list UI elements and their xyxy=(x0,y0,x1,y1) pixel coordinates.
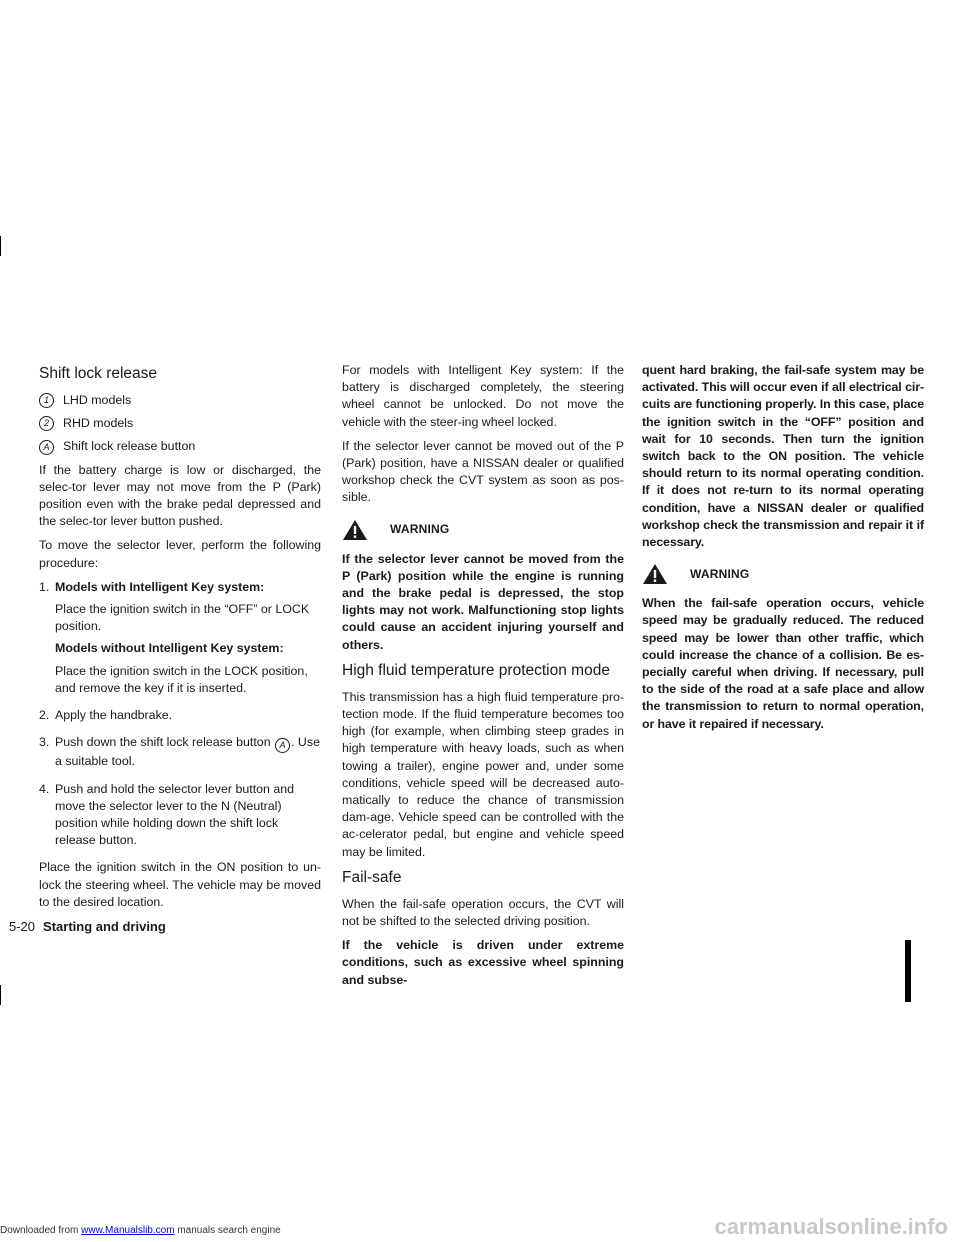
column-left xyxy=(39,362,321,918)
step-4 xyxy=(39,781,321,855)
heading-high-fluid-temperature: High fluid temperature protection mode xyxy=(342,661,610,679)
step-text-part: Push down the shift lock release button xyxy=(55,735,275,750)
section-title: Starting and driving xyxy=(43,919,166,934)
warning-text: If the selector lever cannot be moved from the P (Park) position while the engine is running and the brake pedal is depressed, the stop lights may not work. Malfunctioning stop lights could cause an accident injuring yourself and others. xyxy=(342,551,624,652)
step-number: 2. xyxy=(39,708,50,723)
step-2 xyxy=(39,707,321,729)
warning-icon xyxy=(642,563,668,585)
legend-item-a xyxy=(39,438,321,455)
legend-item-2 xyxy=(39,415,321,432)
warning-label: WARNING xyxy=(690,566,750,581)
callout-marker: 1 xyxy=(39,393,54,408)
step-subheading: Models without Intelligent Key system: xyxy=(55,641,284,656)
download-source-line xyxy=(0,1225,281,1236)
heading-shift-lock-release: Shift lock release xyxy=(39,365,158,382)
step-text: Push and hold the selector lever button and move the selector lever to the N (Neutral) position while holding down the shift lock release button. xyxy=(55,781,295,848)
legend-label: RHD models xyxy=(63,416,134,431)
legend-label: LHD models xyxy=(63,393,132,407)
paragraph: If the battery charge is low or discharged, the selec-tor lever may not move from the P (Park) position even with the brake pedal depressed and the selec-tor lever button pushed. xyxy=(39,462,321,529)
warning-label: WARNING xyxy=(390,522,450,537)
warning-text: When the fail-safe operation occurs, vehicle speed may be gradually reduced. The reduced speed may be lower than other traffic, which could increase the chance of a collision. Be es-pecially careful when driving. If necessary, pull to the side of the road at a safe place and allow the transmission to return to normal operation, or have it repaired if necessary. xyxy=(642,596,924,731)
watermark: carmanualsonline.info xyxy=(714,1214,948,1239)
step-3 xyxy=(39,734,321,775)
page-footer xyxy=(9,919,166,934)
crop-mark-bottom-left xyxy=(0,985,1,1005)
paragraph: If the selector lever cannot be moved out of the P (Park) position, have a NISSAN dealer or qualified workshop check the CVT system as soon as pos-sible. xyxy=(342,438,624,505)
step-text-part: . Use a suitable tool. xyxy=(55,735,320,769)
callout-marker: A xyxy=(275,738,290,753)
callout-marker: 2 xyxy=(39,416,54,431)
step-text xyxy=(55,734,321,770)
download-prefix: Downloaded from xyxy=(0,1225,82,1236)
callout-marker: A xyxy=(39,440,54,455)
paragraph: This transmission has a high fluid temperature pro-tection mode. If the fluid temperature becomes too high (for example, when climbing steep grades in high temperature with heavy loads, such as when towing a trailer), engine power and, under some conditions, vehicle speed will be decreased auto-matically to reduce the chance of transmission dam-age. Vehicle speed can be controlled with the ac-celerator pedal, but engine and vehicle speed may be limited. xyxy=(342,689,624,859)
step-text: Apply the handbrake. xyxy=(55,708,173,723)
crop-mark-top-left xyxy=(0,236,1,256)
step-text: Place the ignition switch in the “OFF” or LOCK position. xyxy=(55,602,310,634)
warning-header xyxy=(342,519,624,541)
heading-fail-safe: Fail-safe xyxy=(342,868,402,886)
paragraph: Place the ignition switch in the ON position to un-lock the steering wheel. The vehicle may be moved to the desired location. xyxy=(39,860,321,909)
step-text: Place the ignition switch in the LOCK position, and remove the key if it is inserted. xyxy=(55,663,308,695)
paragraph-bold: quent hard braking, the fail-safe system may be activated. This will occur even if all electrical cir-cuits are functioning properly. In this case, place the ignition switch in the “OFF” position and wait for 10 seconds. Then turn the ignition switch back to the ON position. The vehicle should return to its normal operating condition. If it does not re-turn to its normal operating condition, have a NISSAN dealer or qualified workshop check the transmission and repair it if necessary. xyxy=(642,363,924,550)
step-1 xyxy=(39,579,321,702)
download-suffix: manuals search engine xyxy=(174,1225,281,1236)
manualslib-link[interactable]: www.Manualslib.com xyxy=(81,1225,175,1236)
legend-item-1 xyxy=(39,392,321,409)
page-number: 5-20 xyxy=(9,919,36,934)
warning-header xyxy=(642,563,924,585)
step-number: 1. xyxy=(39,579,50,594)
thumb-tab-marker xyxy=(905,940,911,1002)
column-right xyxy=(642,362,924,740)
column-middle xyxy=(342,362,624,996)
paragraph: For models with Intelligent Key system: If the battery is discharged completely, the steering wheel cannot be unlocked. Do not move the vehicle with the steer-ing wheel locked. xyxy=(342,363,624,429)
paragraph: When the fail-safe operation occurs, the CVT will not be shifted to the selected driving position. xyxy=(342,896,624,929)
paragraph-bold: If the vehicle is driven under extreme conditions, such as excessive wheel spinning and subse- xyxy=(342,938,624,987)
step-number: 4. xyxy=(39,781,50,796)
legend-label: Shift lock release button xyxy=(63,439,196,454)
warning-icon xyxy=(342,519,368,541)
step-number: 3. xyxy=(39,735,50,750)
step-subheading: Models with Intelligent Key system: xyxy=(55,579,265,594)
paragraph: To move the selector lever, perform the following procedure: xyxy=(39,538,321,570)
